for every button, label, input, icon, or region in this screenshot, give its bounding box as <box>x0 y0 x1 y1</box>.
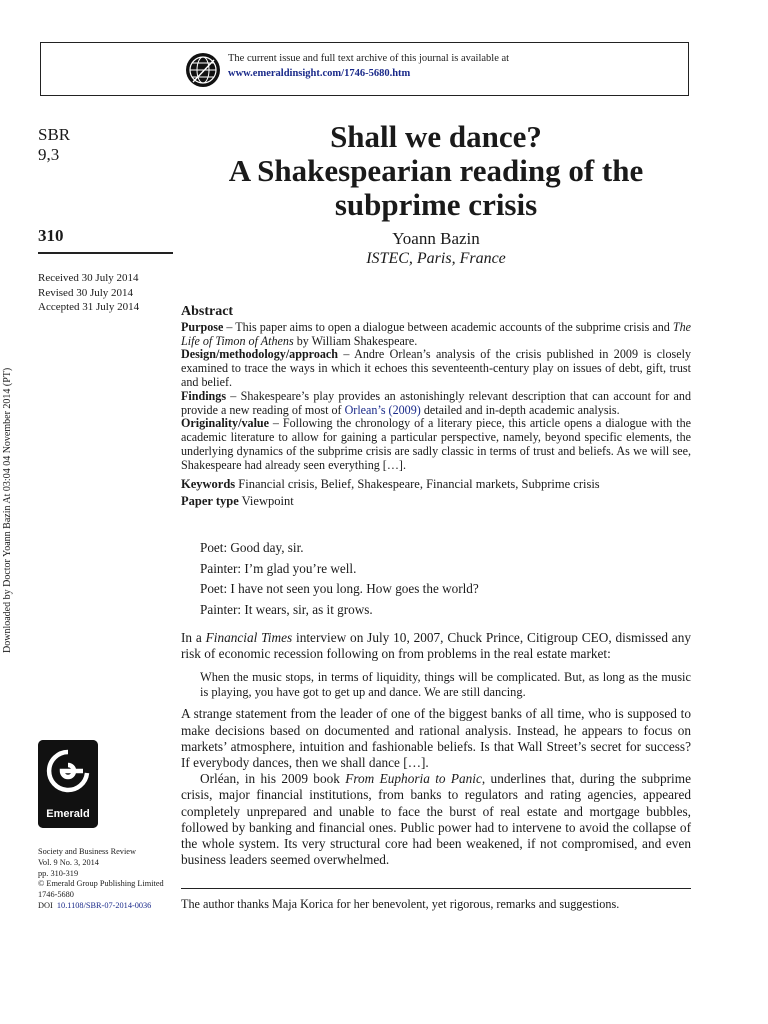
article-title <box>182 120 690 222</box>
globe-icon <box>185 52 221 88</box>
footnote-rule <box>181 888 691 889</box>
pub-issn: 1746-5680 <box>38 890 74 900</box>
received-date: Received 30 July 2014 <box>38 272 139 284</box>
block-quote: When the music stops, in terms of liquidity, things will be complicated. But, as long as the music is playing, you have got to get up and dance. We are still dancing. <box>200 670 691 700</box>
epigraph-dialogue <box>200 540 479 622</box>
title-line-3: subprime crisis <box>334 187 538 222</box>
design-text: – Andre Orlean’s analysis of the crisis published in 2009 is closely examined to trace the ways in which it echoes this seventeenth-century play on issues of debt, gift, trust and belief. <box>181 347 691 389</box>
keywords-text: Financial crisis, Belief, Shakespeare, Financial markets, Subprime crisis <box>235 476 600 491</box>
journal-code: SBR <box>38 125 71 144</box>
purpose-label: Purpose <box>181 319 224 334</box>
findings-label: Findings <box>181 388 227 403</box>
p1-text-a: In a <box>181 630 206 645</box>
title-line-2: A Shakespearian reading of the <box>228 153 644 188</box>
abstract-design <box>181 348 691 389</box>
doi-link[interactable]: 10.1108/SBR-07-2014-0036 <box>56 900 152 910</box>
journal-volume: 9,3 <box>38 145 60 164</box>
purpose-work-title: The Life of Timon of Athens <box>181 319 691 348</box>
emerald-logo-icon <box>38 740 98 828</box>
author-affiliation: ISTEC, Paris, France <box>366 250 506 267</box>
p3-text-a: Orléan, in his 2009 book <box>200 771 346 787</box>
p1-text-b: interview on July 10, 2007, Chuck Prince, Citigroup CEO, dismissed any risk of economic recession following on from problems in the real estate market: <box>181 630 691 662</box>
logo-text: Emerald <box>46 808 90 820</box>
dialogue-line: Painter: It wears, sir, as it grows. <box>200 601 373 617</box>
body-paragraph-2: A strange statement from the leader of one of the biggest banks of all time, who is supposed to make decisions based on documented and rational analysis. Instead, he appears to focus on markets’ atmosphere, intuition and fashionable beliefs. Is that Wall Street’s secret for success? If everybody dances, then we shall dance […]. <box>181 706 691 771</box>
page-number-rule <box>38 252 173 254</box>
pub-copyright: © Emerald Group Publishing Limited <box>38 879 164 889</box>
purpose-text: – This paper aims to open a dialogue between academic accounts of the subprime crisis and <box>223 319 673 334</box>
journal-url-link[interactable]: www.emeraldinsight.com/1746-5680.htm <box>228 68 411 79</box>
publication-info <box>38 847 178 912</box>
doi-label: DOI <box>38 900 53 910</box>
keywords-label: Keywords <box>181 476 236 491</box>
purpose-tail: by William Shakespeare. <box>293 333 418 348</box>
pub-pages: pp. 310-319 <box>38 868 79 878</box>
originality-label: Originality/value <box>181 416 270 431</box>
findings-tail: detailed and in-depth academic analysis. <box>420 402 620 417</box>
page-number: 310 <box>38 226 64 245</box>
abstract-keywords <box>181 478 691 492</box>
p3-text-b: , underlines that, during the subprime crisis, major financial institutions, from banks to regulators and rating agencies, appeared completely unprepared and unable to face the burst of real estate and mortgage bubbles, followed by banking and financial ones. Public power had to intervene to avoid the collapse of the whole system. Its very structural core had been weakened, if not compromised, and even business leaders seemed overwhelmed. <box>181 771 691 868</box>
dialogue-line: Poet: I have not seen you long. How goes the world? <box>200 581 479 596</box>
abstract-findings <box>181 390 691 418</box>
archive-notice: The current issue and full text archive of this journal is available at <box>228 53 510 64</box>
article-body <box>181 630 691 868</box>
findings-text: – Shakespeare’s play provides an astonishingly relevant description that can account for and provide a new reading of most of <box>181 388 691 417</box>
paper-type-text: Viewpoint <box>238 494 294 509</box>
pub-journal: Society and Business Review <box>38 847 136 856</box>
dialogue-line: Poet: Good day, sir. <box>200 540 304 555</box>
paper-type-label: Paper type <box>181 494 239 509</box>
footnote: The author thanks Maja Korica for her benevolent, yet rigorous, remarks and suggestions. <box>181 897 620 911</box>
p1-newspaper: Financial Times <box>205 630 293 645</box>
accepted-date: Accepted 31 July 2014 <box>38 301 140 313</box>
pub-doi <box>38 901 178 912</box>
p3-book-title: From Euphoria to Panic <box>345 771 482 787</box>
abstract <box>181 305 691 509</box>
title-line-1: Shall we dance? <box>330 119 542 154</box>
abstract-heading: Abstract <box>181 304 234 319</box>
abstract-paper-type <box>181 495 691 509</box>
journal-abbreviation <box>38 125 70 165</box>
body-paragraph-3 <box>181 771 691 868</box>
abstract-originality <box>181 417 691 472</box>
findings-citation-link[interactable]: Orlean’s (2009) <box>344 402 421 417</box>
author-name: Yoann Bazin <box>392 229 480 248</box>
abstract-purpose <box>181 321 691 349</box>
design-label: Design/methodology/approach <box>181 347 339 362</box>
body-paragraph-1 <box>181 630 691 662</box>
originality-text: – Following the chronology of a literary piece, this article opens a dialogue with the academic literature to allow for gaining a particular perspective, namely, beyond specific elements, the underlying dynamics of the subprime crisis are sadly classic in terms of trust and beliefs. As we will see, Shakespeare had already seen everything […]. <box>181 416 691 472</box>
revised-date: Revised 30 July 2014 <box>38 286 134 299</box>
article-dates <box>38 271 139 315</box>
pub-volume: Vol. 9 No. 3, 2014 <box>38 857 99 867</box>
dialogue-line: Painter: I’m glad you’re well. <box>200 560 357 576</box>
download-watermark: Downloaded by Doctor Yoann Bazin At 03:04 04 November 2014 (PT) <box>2 367 13 653</box>
